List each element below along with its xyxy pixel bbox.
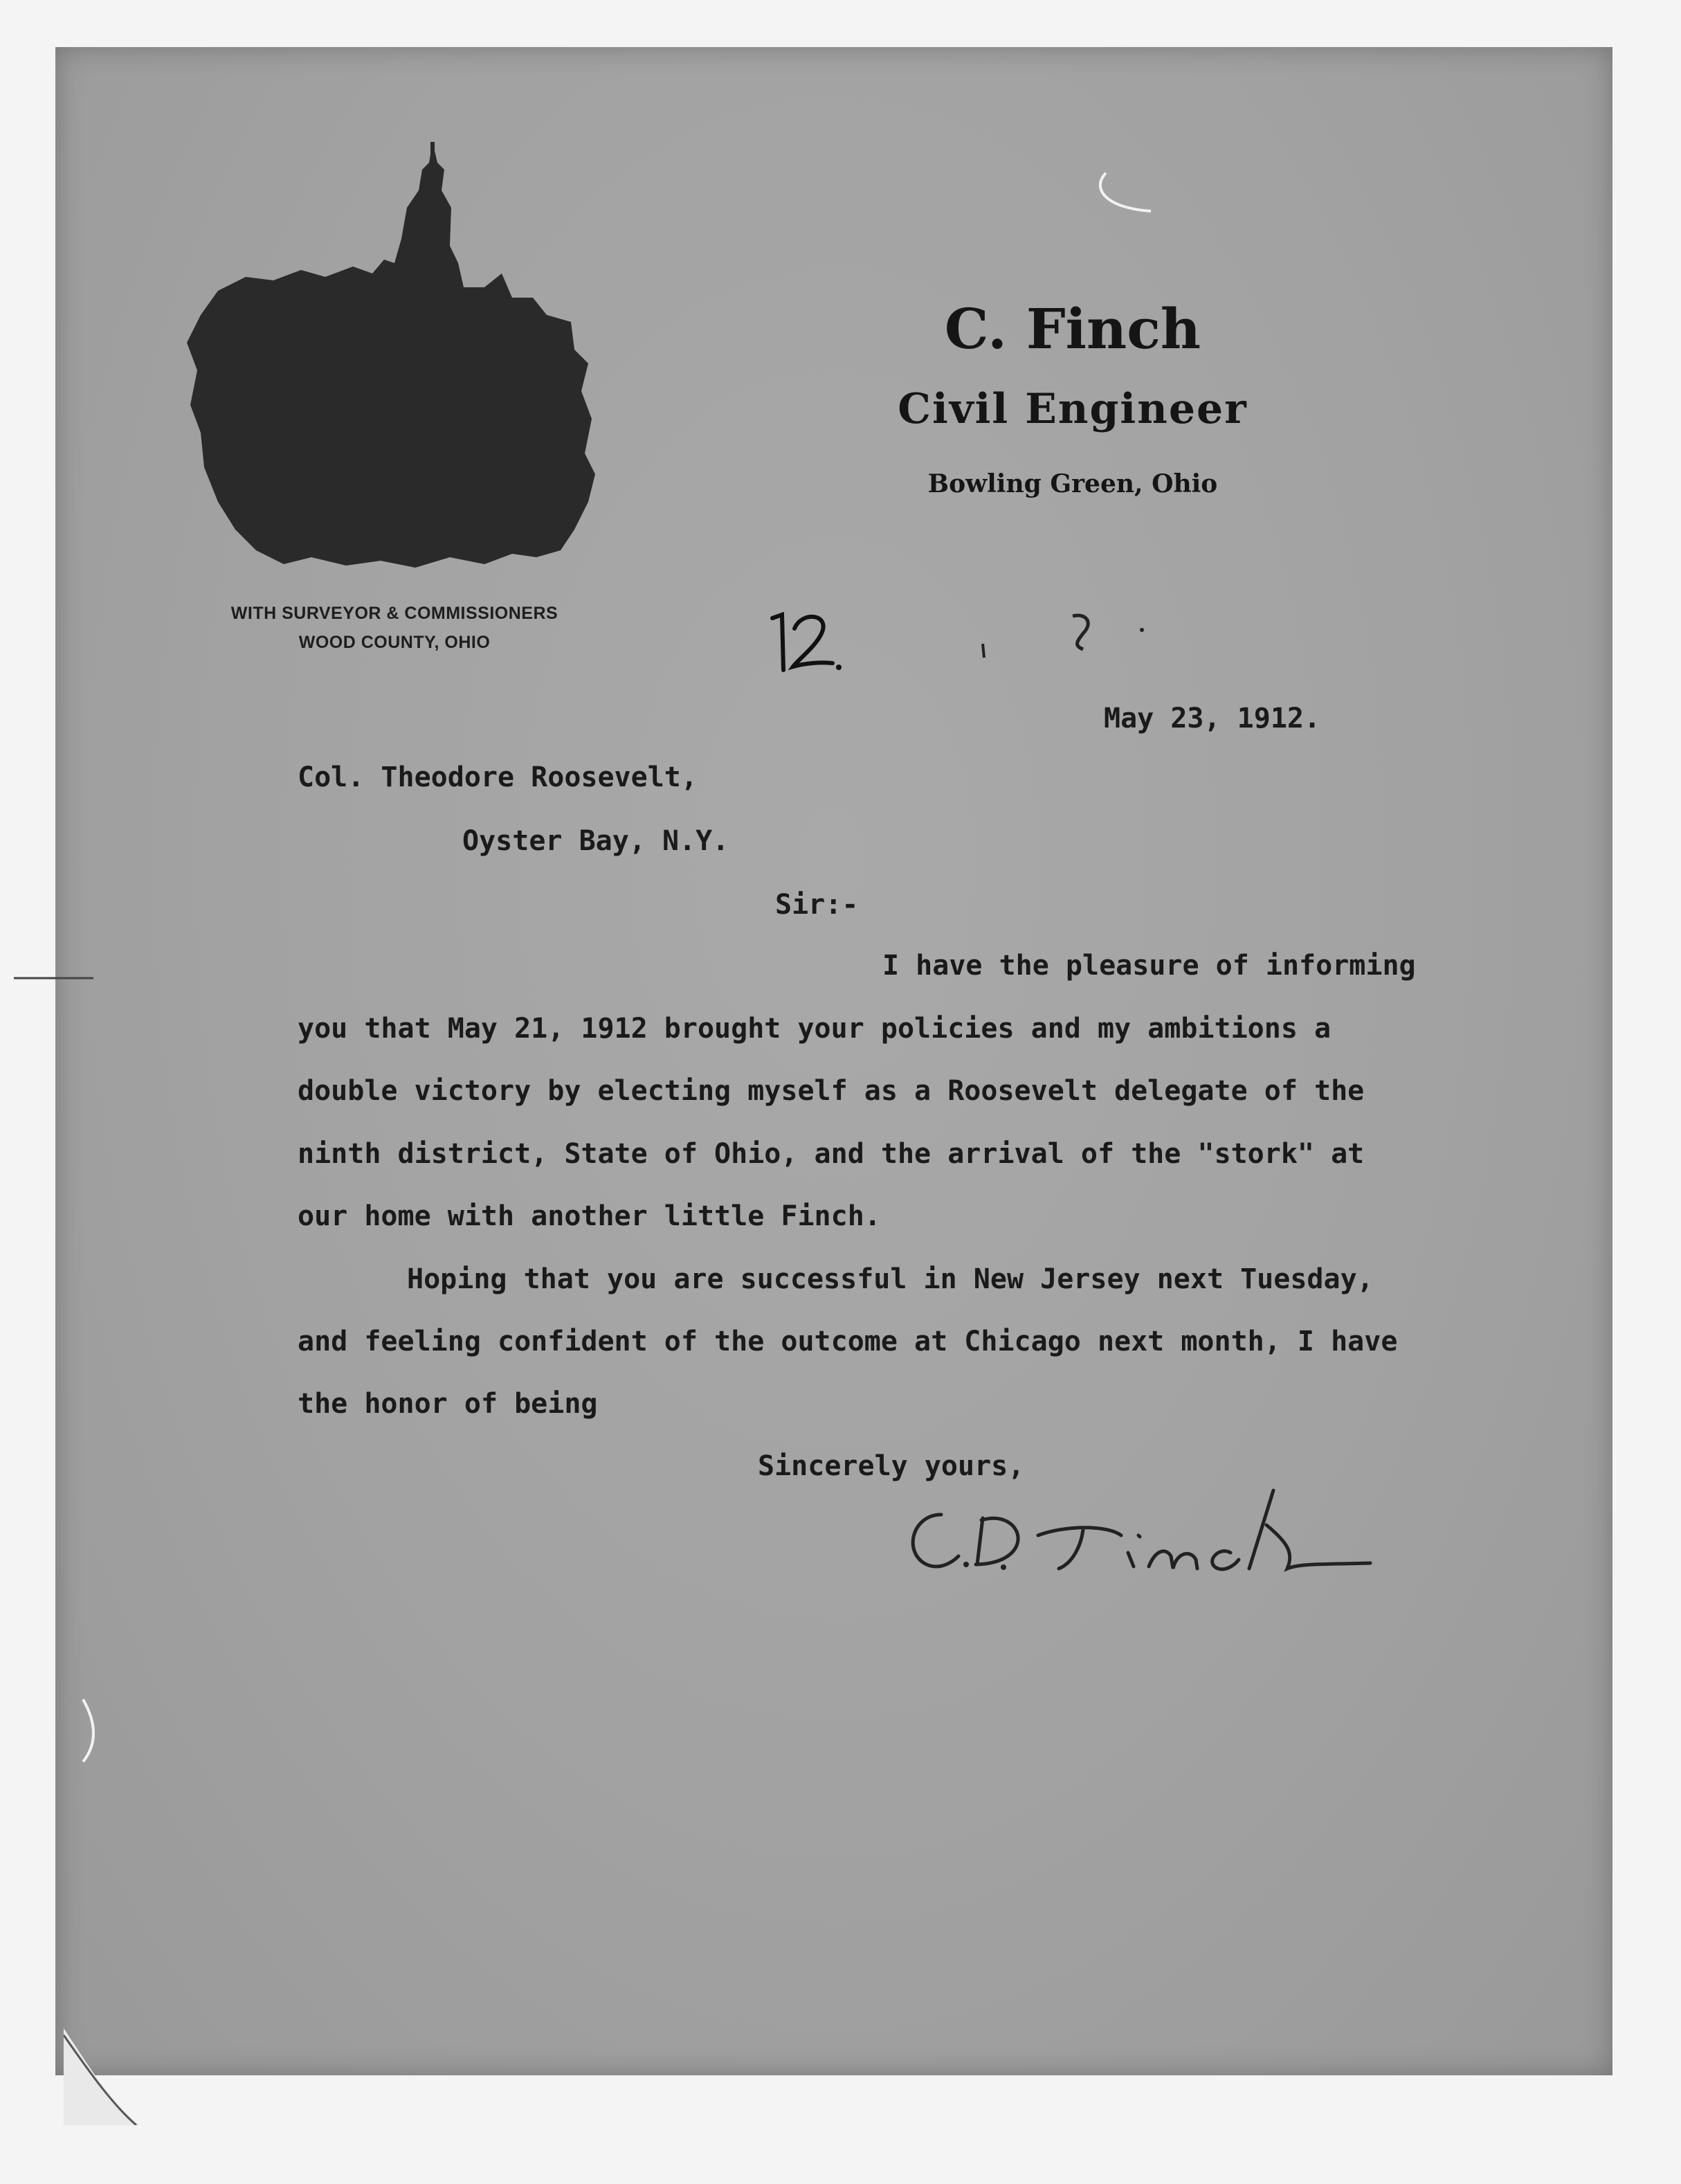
letterhead-title: Civil Engineer xyxy=(898,385,1248,433)
salutation: Sir:- xyxy=(775,889,859,921)
body-line: double victory by electing myself as a Roosevelt delegate of the xyxy=(298,1075,1365,1107)
folded-corner xyxy=(64,2028,140,2125)
body-line: and feeling confident of the outcome at Chicago next month, I have xyxy=(298,1326,1398,1357)
body-line: you that May 21, 1912 brought your policies and my ambitions a xyxy=(298,1013,1332,1045)
body-line: the honor of being xyxy=(298,1388,598,1420)
seal-caption-line1: WITH SURVEYOR & COMMISSIONERS xyxy=(230,604,558,623)
recipient-name: Col. Theodore Roosevelt, xyxy=(298,761,698,793)
signature xyxy=(900,1487,1377,1591)
body-line: I have the pleasure of informing xyxy=(882,950,1416,982)
stray-marks xyxy=(969,602,1149,682)
recipient-address: Oyster Bay, N.Y. xyxy=(462,825,729,857)
body-line: Hoping that you are successful in New Jersey next Tuesday, xyxy=(407,1263,1374,1295)
letterhead-name: C. Finch xyxy=(944,296,1201,361)
paper-mark xyxy=(14,973,97,985)
paper-mark xyxy=(76,1696,104,1769)
body-line: ninth district, State of Ohio, and the arrival of the "stork" at xyxy=(298,1138,1365,1170)
seal-caption-line2: WOOD COUNTY, OHIO xyxy=(298,633,491,652)
letterhead-location: Bowling Green, Ohio xyxy=(927,469,1218,498)
paper-mark xyxy=(1092,170,1154,228)
courthouse-seal-icon xyxy=(187,142,602,592)
closing: Sincerely yours, xyxy=(758,1450,1025,1482)
letter-date: May 23, 1912. xyxy=(1104,703,1321,734)
handwritten-number xyxy=(767,608,843,677)
body-line: our home with another little Finch. xyxy=(298,1200,881,1232)
